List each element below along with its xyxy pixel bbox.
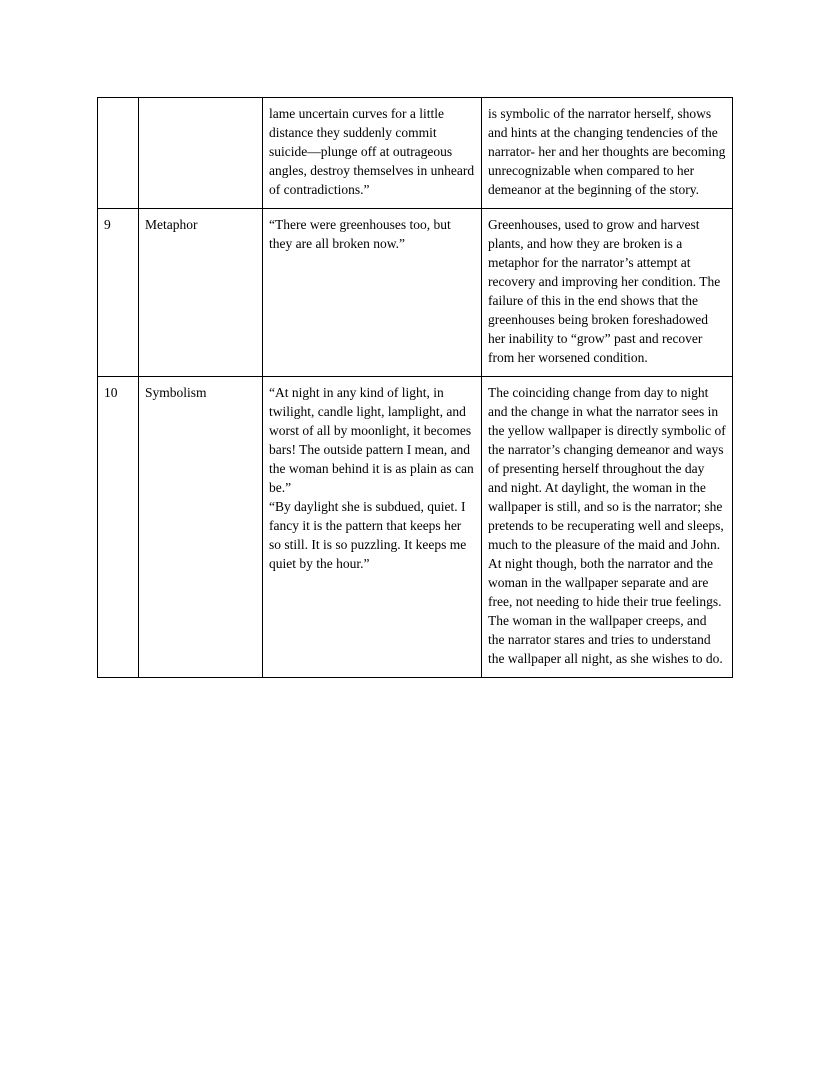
cell-quote	[263, 209, 482, 377]
cell-device	[139, 98, 263, 209]
cell-analysis	[482, 98, 733, 209]
cell-analysis	[482, 209, 733, 377]
cell-quote	[263, 377, 482, 678]
table-row	[98, 209, 733, 377]
row-number: 9	[104, 217, 111, 232]
quote-text: “There were greenhouses too, but they are all broken now.”	[269, 217, 451, 251]
literary-devices-table	[97, 97, 733, 678]
table-row	[98, 98, 733, 209]
device-label: Symbolism	[145, 385, 207, 400]
device-label: Metaphor	[145, 217, 198, 232]
cell-number	[98, 377, 139, 678]
analysis-text: is symbolic of the narrator herself, shows and hints at the changing tendencies of the narrator- her and her thoughts are becoming unrecognizable when compared to her demeanor at the beginning of the story.	[488, 106, 726, 197]
cell-number	[98, 98, 139, 209]
quote-text: “At night in any kind of light, in twilight, candle light, lamplight, and worst of all by moonlight, it becomes bars! The outside pattern I mean, and the woman behind it is as plain as can be.”	[269, 385, 474, 495]
row-number: 10	[104, 385, 118, 400]
cell-number	[98, 209, 139, 377]
cell-analysis	[482, 377, 733, 678]
analysis-text: Greenhouses, used to grow and harvest plants, and how they are broken is a metaphor for the narrator’s attempt at recovery and improving her condition. The failure of this in the end shows that the greenhouses being broken foreshadowed her inability to “grow” past and recover from her worsened condition.	[488, 217, 721, 365]
analysis-text: The coinciding change from day to night and the change in what the narrator sees in the yellow wallpaper is directly symbolic of the narrator’s changing demeanor and ways of presenting herself throughout the day and night. At daylight, the woman in the wallpaper is still, and so is the narrator; she pretends to be recuperating well and sleeps, much to the pleasure of the maid and John. At night though, both the narrator and the woman in the wallpaper separate and are free, not needing to hide their true feelings. The woman in the wallpaper creeps, and the narrator stares and tries to understand the wallpaper all night, as she wishes to do.	[488, 385, 726, 666]
cell-device	[139, 209, 263, 377]
cell-device	[139, 377, 263, 678]
table-row	[98, 377, 733, 678]
quote-text: “By daylight she is subdued, quiet. I fancy it is the pattern that keeps her so still. It is so puzzling. It keeps me quiet by the hour.”	[269, 499, 467, 571]
quote-text: lame uncertain curves for a little distance they suddenly commit suicide—plunge off at outrageous angles, destroy themselves in unheard of contradictions.”	[269, 106, 475, 197]
cell-quote	[263, 98, 482, 209]
